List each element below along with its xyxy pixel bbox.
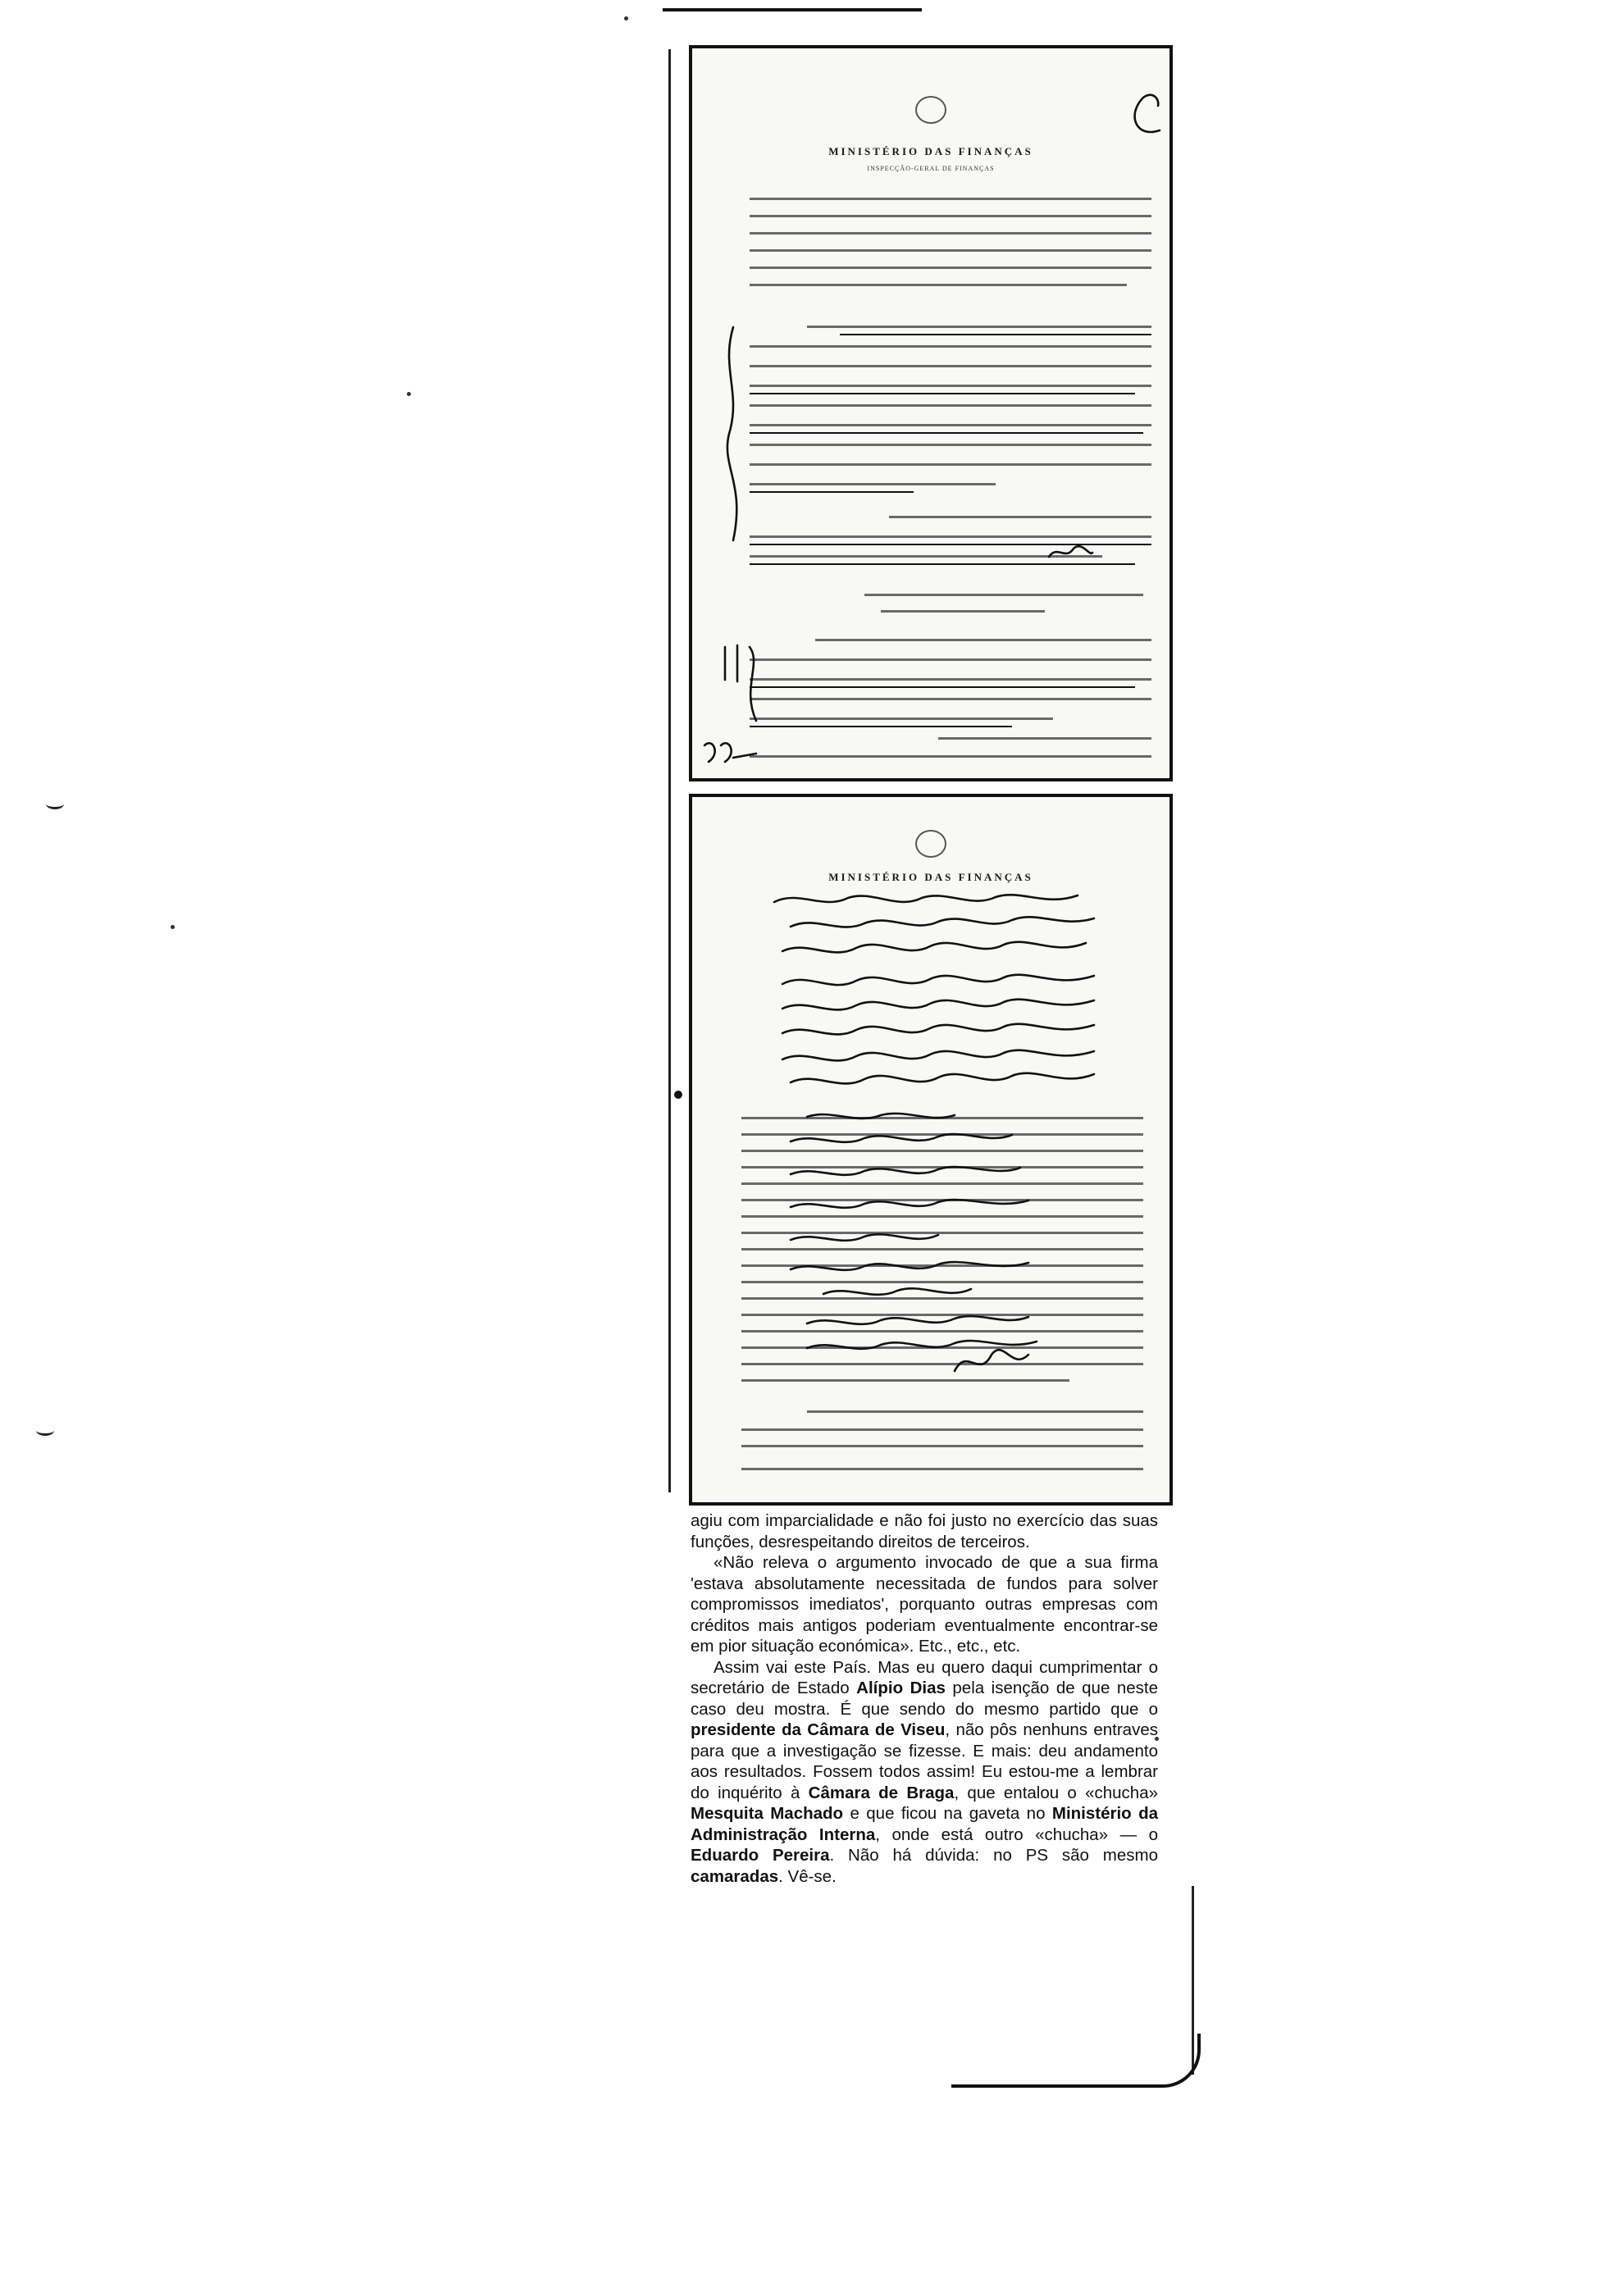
typed-line [750, 658, 1151, 661]
letterhead: MINISTÉRIO DAS FINANÇAS [828, 145, 1033, 157]
typed-line [750, 266, 1151, 269]
article-paragraph-2: «Não releva o argumento invocado de que a sua firma 'estava absolutamente necessitada de fundos para solver compromissos imediatos', porquanto outras empresas com créditos mais antigos poderiam eventualmente encontrar-se em pior situação económica». Etc., etc., etc. [691, 1553, 1158, 1656]
hand-underline [840, 334, 1151, 335]
typed-line [750, 345, 1151, 348]
scan-speck [624, 16, 628, 20]
margin-bracket-scribble [717, 639, 766, 737]
typed-line [807, 326, 1151, 328]
text-run: Assim vai este País. Mas eu quero daqui cumprimentar o secretário de Estado [691, 1657, 1158, 1697]
typed-line [741, 1468, 1143, 1470]
scanned-document-2 [689, 794, 1173, 1506]
hand-underline [750, 686, 1135, 688]
typed-line [889, 516, 1151, 518]
typed-line [750, 404, 1151, 407]
typed-line [750, 463, 1151, 466]
column-bottom-curve [951, 2034, 1201, 2088]
scanned-document-1 [689, 45, 1173, 781]
text-run: . Vê-se. [778, 1866, 837, 1886]
handwritten-annotation [766, 886, 1110, 1099]
typed-line [938, 737, 1151, 740]
name-eduardo-pereira: Eduardo Pereira [691, 1846, 830, 1865]
scan-speck [171, 925, 175, 929]
typed-line [750, 483, 996, 485]
typed-line [864, 594, 1143, 596]
typed-line [807, 1410, 1143, 1413]
letterhead-subheading: INSPECÇÃO-GERAL DE FINANÇAS [867, 165, 995, 172]
column-bullet [674, 1091, 682, 1099]
top-rule [663, 8, 922, 11]
article-text [691, 1510, 1158, 1887]
handwritten-annotation [758, 1109, 1119, 1379]
letterhead: MINISTÉRIO DAS FINANÇAS [828, 871, 1033, 883]
typed-line [750, 424, 1151, 426]
text-run: , não pôs nenhuns entraves para que a investigação se fizesse. E mais: deu andamento aos resultados. Fossem todos assim! Eu estou-me a lembrar do inquérito à [691, 1720, 1158, 1802]
scan-speck [407, 392, 411, 396]
typed-line [750, 678, 1151, 681]
text-run: . Não há dúvida: no PS são mesmo [829, 1846, 1158, 1865]
name-ministerio-administracao-interna: Ministério da Administração Interna [691, 1804, 1159, 1844]
coat-of-arms-icon [915, 830, 946, 858]
name-presidente-camara-viseu: presidente da Câmara de Viseu [691, 1720, 946, 1739]
typed-line [815, 639, 1151, 641]
text-run: e que ficou na gaveta no [843, 1804, 1052, 1823]
margin-note-scribble [1045, 540, 1094, 565]
coat-of-arms-icon [915, 96, 946, 124]
typed-line [750, 535, 1151, 538]
handwritten-mark [1119, 81, 1168, 155]
typed-line [741, 1379, 1069, 1382]
typed-line [881, 610, 1045, 613]
hand-underline [750, 432, 1143, 434]
margin-mark [46, 799, 64, 809]
article-paragraph-1: agiu com imparcialidade e não foi justo no exercício das suas funções, desrespeitando direitos de terceiros. [691, 1511, 1158, 1551]
typed-line [750, 284, 1127, 286]
typed-line [750, 755, 1151, 758]
text-run: pela isenção de que neste caso deu mostra. É que sendo do mesmo partido que o [691, 1679, 1158, 1719]
typed-line [750, 698, 1151, 700]
hand-underline [750, 726, 1012, 727]
margin-mark [36, 1425, 54, 1436]
typed-line [750, 249, 1151, 252]
typed-line [750, 232, 1151, 235]
name-camara-braga: Câmara de Braga [808, 1783, 955, 1802]
text-run: , que entalou o «chucha» [954, 1783, 1158, 1802]
name-mesquita-machado: Mesquita Machado [691, 1804, 844, 1823]
typed-line [750, 365, 1151, 367]
typed-line [750, 444, 1151, 446]
typed-line [741, 1445, 1143, 1447]
typed-line [750, 718, 1053, 720]
typed-line [750, 215, 1151, 217]
text-run: , onde está outro «chucha» — o [875, 1824, 1158, 1844]
typed-line [750, 198, 1151, 200]
hand-underline [750, 393, 1135, 394]
margin-bracket-scribble [717, 319, 758, 549]
column-left-rule [668, 49, 671, 1492]
name-alipio-dias: Alípio Dias [856, 1679, 946, 1697]
hand-underline [750, 491, 914, 493]
margin-note-scribble [700, 737, 758, 770]
word-camaradas: camaradas [691, 1866, 779, 1886]
typed-line [750, 385, 1151, 387]
article-paragraph-3 [691, 1657, 1158, 1888]
typed-line [741, 1428, 1143, 1431]
